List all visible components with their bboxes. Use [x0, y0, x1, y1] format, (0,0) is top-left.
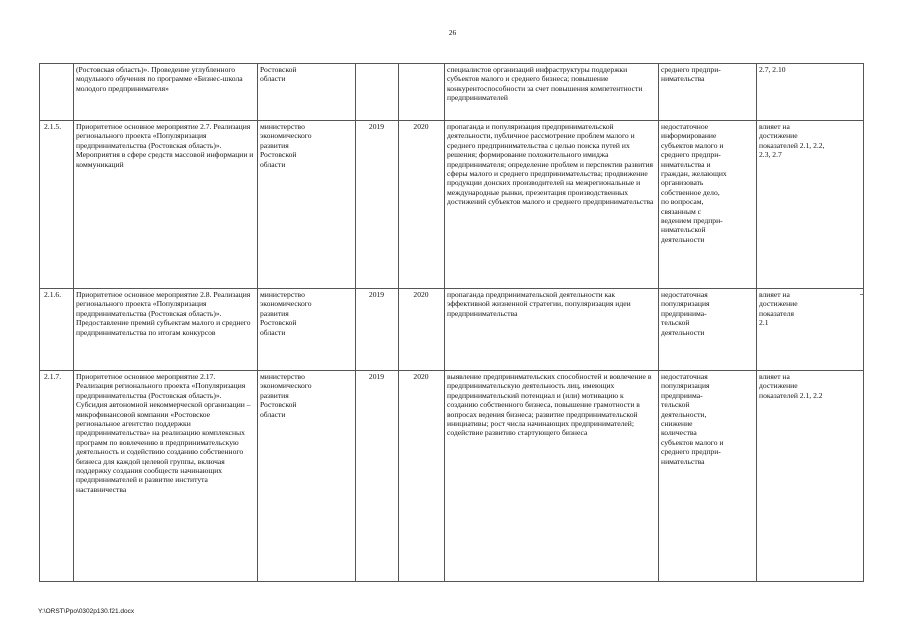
- indicator-link: 2.7, 2.10: [757, 64, 864, 121]
- event-name: (Ростовская область)». Проведение углубленного модульного обучения по программе «Бизнес-школа молодого предпринимателя»: [74, 64, 258, 121]
- consequences: среднего предпри- нимательства: [659, 64, 757, 121]
- table-row: [40, 64, 864, 121]
- consequences: недостаточное информирование субъектов малого и среднего предпри- нимательства и граждан, желающих организовать собственное дело, по вопросам, связанным с ведением предпри- нимательской деятельности: [659, 121, 757, 289]
- expected-result: пропаганда и популяризация предпринимательской деятельности, публичное рассмотрение проблем малого и среднего предпринимательства с целью поиска путей их решения; формирование положительного имиджа предпринимателя; определение проблем и перспектив развития сферы малого и среднего предпринимательства; продвижение продукции донских производителей на межрегиональные и международные рынки, презентация производственных достижений субъектов малого и среднего предпринимательства: [445, 121, 659, 289]
- row-number: [40, 64, 74, 121]
- measures-table: [39, 63, 864, 582]
- start-year: 2019: [356, 289, 399, 371]
- event-name: Приоритетное основное мероприятие 2.8. Реализация регионального проекта «Популяризация предпринимательства (Ростовская область)». Предоставление премий субъектам малого и среднего предпринимательства по итогам конкурсов: [74, 289, 258, 371]
- executor: Ростовской области: [258, 64, 356, 121]
- end-year: 2020: [399, 289, 445, 371]
- executor: министерство экономического развития Ростовской области: [258, 121, 356, 289]
- row-number: 2.1.5.: [40, 121, 74, 289]
- expected-result: пропаганда предпринимательской деятельности как эффективной жизненной стратегии, популяризация идеи предпринимательства: [445, 289, 659, 371]
- event-name: Приоритетное основное мероприятие 2.17. Реализация регионального проекта «Популяризация предпринимательства (Ростовская область)». Субсидия автономной некоммерческой организации – микрофинансовой компании «Ростовское региональное агентство поддержки предпринимательства» на реализацию комплексных программ по вовлечению в предпринимательскую деятельность и содействию созданию собственного бизнеса для каждой целевой группы, включая поддержку создания сообществ начинающих предпринимателей и развитие института наставничества: [74, 371, 258, 582]
- expected-result: выявление предпринимательских способностей и вовлечение в предпринимательскую деятельность лиц, имеющих предпринимательский потенциал и (или) мотивацию к созданию собственного бизнеса, повышение грамотности в вопросах ведения бизнеса; развитие предпринимательской инициативы; рост числа начинающих предпринимателей; содействие развитию стартующего бизнеса: [445, 371, 659, 582]
- start-year: 2019: [356, 371, 399, 582]
- page-number: 26: [448, 28, 457, 37]
- table-row: [40, 371, 864, 582]
- end-year: [399, 64, 445, 121]
- margin-tick: [860, 294, 863, 295]
- indicator-link: влияет на достижение показателя 2.1: [757, 289, 864, 371]
- consequences: недостаточная популяризация предпринима- тельской деятельности: [659, 289, 757, 371]
- row-number: 2.1.6.: [40, 289, 74, 371]
- expected-result: специалистов организаций инфраструктуры поддержки субъектов малого и среднего бизнеса; повышение конкурентоспособности за счет повышения компетентности предпринимателей: [445, 64, 659, 121]
- file-path-footer: Y:\ORST\Ppo\0302p130.f21.docx: [38, 608, 135, 615]
- table-row: [40, 121, 864, 289]
- indicator-link: влияет на достижение показателей 2.1, 2.2: [757, 371, 864, 582]
- executor: министерство экономического развития Ростовской области: [258, 289, 356, 371]
- event-name: Приоритетное основное мероприятие 2.7. Реализация регионального проекта «Популяризация предпринимательства (Ростовская область)». Мероприятия в сфере средств массовой информации и коммуникаций: [74, 121, 258, 289]
- start-year: [356, 64, 399, 121]
- row-number: 2.1.7.: [40, 371, 74, 582]
- indicator-link: влияет на достижение показателей 2.1, 2.2, 2.3, 2.7: [757, 121, 864, 289]
- start-year: 2019: [356, 121, 399, 289]
- consequences: недостаточная популяризация предприима- тельской деятельности, снижение количества субъектов малого и среднего предпри- нимательства: [659, 371, 757, 582]
- end-year: 2020: [399, 121, 445, 289]
- end-year: 2020: [399, 371, 445, 582]
- table-row: [40, 289, 864, 371]
- executor: министерство экономического развития Ростовской области: [258, 371, 356, 582]
